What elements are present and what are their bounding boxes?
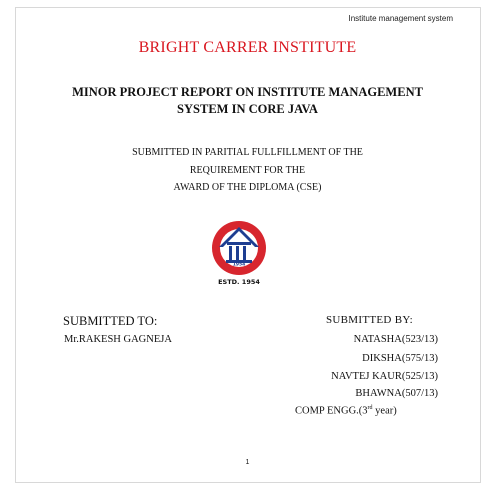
page-number: 1 bbox=[245, 459, 250, 466]
department-year bbox=[295, 405, 397, 417]
report-title-line-2: SYSTEM IN CORE JAVA bbox=[177, 102, 318, 116]
guide-name: Mr.RAKESH GAGNEJA bbox=[64, 334, 172, 345]
student-entry: NATASHA(523/13) bbox=[353, 334, 438, 345]
report-title-line-1: MINOR PROJECT REPORT ON INSTITUTE MANAGEMENT bbox=[72, 85, 423, 99]
institute-name: BRIGHT CARRER INSTITUTE bbox=[138, 39, 357, 56]
department-superscript: rd bbox=[367, 405, 373, 411]
submission-note bbox=[0, 144, 495, 197]
department-prefix: COMP ENGG.(3 bbox=[295, 405, 368, 417]
running-header: Institute management system bbox=[348, 14, 453, 23]
submission-note-line-3: AWARD OF THE DIPLOMA (CSE) bbox=[173, 182, 322, 193]
submission-note-line-1: SUBMITTED IN PARITIAL FULLFILLMENT OF THE bbox=[132, 147, 363, 158]
submission-note-line-2: REQUIREMENT FOR THE bbox=[189, 164, 306, 176]
student-entry: NAVTEJ KAUR(525/13) bbox=[331, 371, 438, 382]
emblem-caption: ESTD. 1954 bbox=[218, 278, 260, 286]
emblem-year: 1954 bbox=[232, 262, 246, 268]
student-entry: BHAWNA(507/13) bbox=[355, 388, 438, 399]
submitted-to-label: SUBMITTED TO: bbox=[63, 314, 158, 328]
report-title bbox=[0, 84, 495, 118]
department-suffix: year) bbox=[372, 405, 397, 417]
student-entry: DIKSHA(575/13) bbox=[362, 353, 438, 364]
institute-emblem-icon bbox=[207, 219, 271, 289]
submitted-by-label: SUBMITTED BY: bbox=[326, 314, 413, 326]
